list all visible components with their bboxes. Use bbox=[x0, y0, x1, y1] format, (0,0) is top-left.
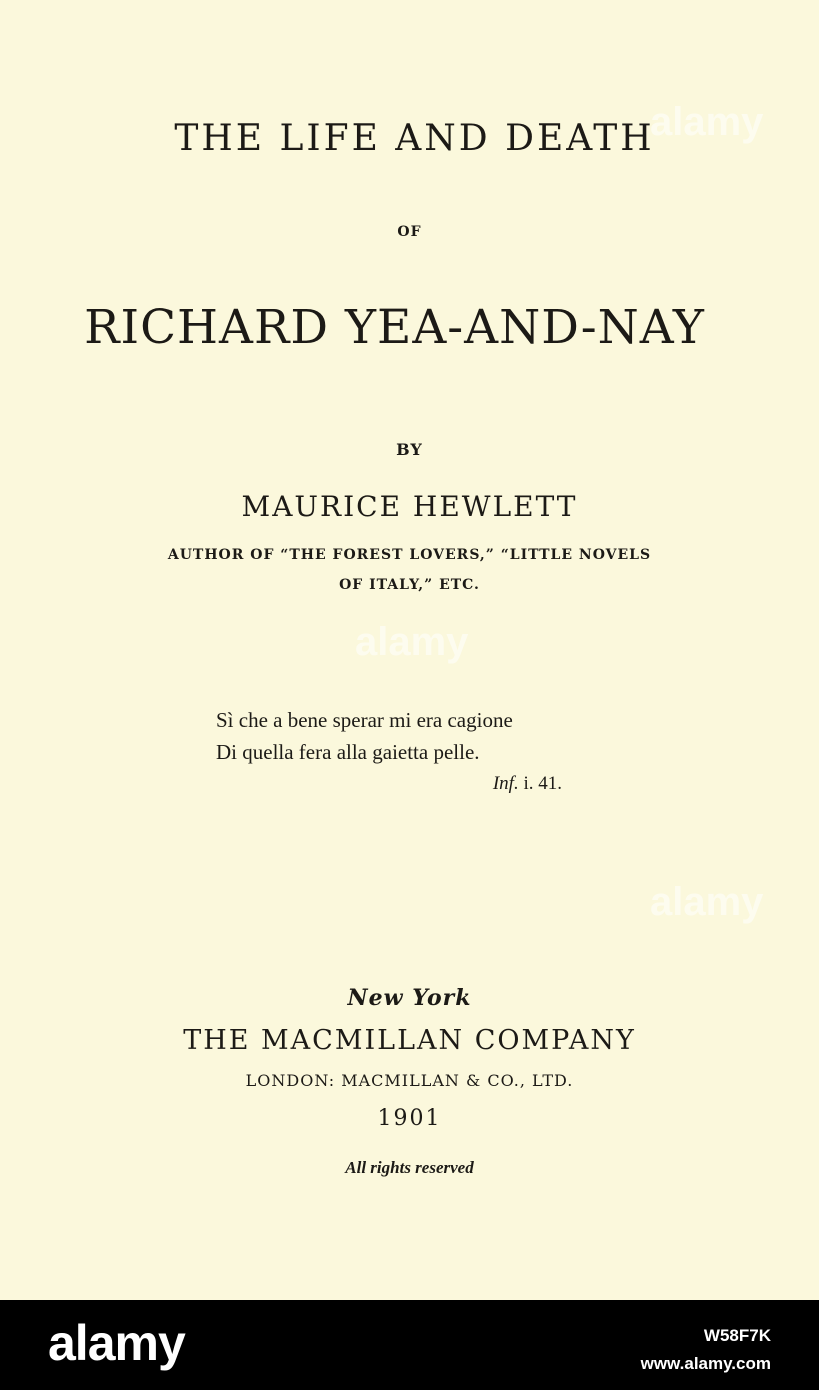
stock-footer-bar bbox=[0, 1300, 819, 1390]
epigraph-citation-ref: i. 41. bbox=[518, 773, 562, 794]
publication-year: 1901 bbox=[377, 1106, 442, 1131]
book-subtitle: RICHARD YEA-AND-NAY bbox=[84, 300, 705, 355]
author-description bbox=[0, 540, 819, 600]
epigraph-citation-work: Inf. bbox=[492, 773, 519, 794]
watermark-logo: alamy bbox=[650, 100, 764, 144]
author-description-line1: AUTHOR OF “THE FOREST LOVERS,” “LITTLE NOVELS bbox=[167, 547, 652, 563]
image-credit bbox=[641, 1322, 771, 1378]
site-url: www.alamy.com bbox=[640, 1354, 771, 1373]
publisher-name: THE MACMILLAN COMPANY bbox=[183, 1025, 636, 1056]
by-label: BY bbox=[396, 440, 423, 459]
epigraph-line1: Sì che a bene sperar mi era cagione bbox=[216, 708, 513, 732]
watermark-logo: alamy bbox=[650, 880, 764, 924]
title-of: OF bbox=[397, 224, 422, 240]
epigraph bbox=[216, 704, 596, 800]
author-description-line2: OF ITALY,” ETC. bbox=[339, 577, 480, 593]
book-title: THE LIFE AND DEATH bbox=[174, 118, 655, 159]
author-name: MAURICE HEWLETT bbox=[241, 490, 578, 523]
watermark-logo: alamy bbox=[355, 620, 469, 664]
rights-notice: All rights reserved bbox=[345, 1158, 474, 1177]
epigraph-line2: Di quella fera alla gaietta pelle. bbox=[216, 740, 480, 764]
epigraph-citation bbox=[216, 768, 596, 800]
alamy-logo: alamy bbox=[48, 1315, 185, 1371]
publication-place: New York bbox=[347, 985, 472, 1011]
image-id: W58F7K bbox=[703, 1326, 771, 1345]
publisher-london: LONDON: MACMILLAN & CO., LTD. bbox=[245, 1071, 574, 1090]
